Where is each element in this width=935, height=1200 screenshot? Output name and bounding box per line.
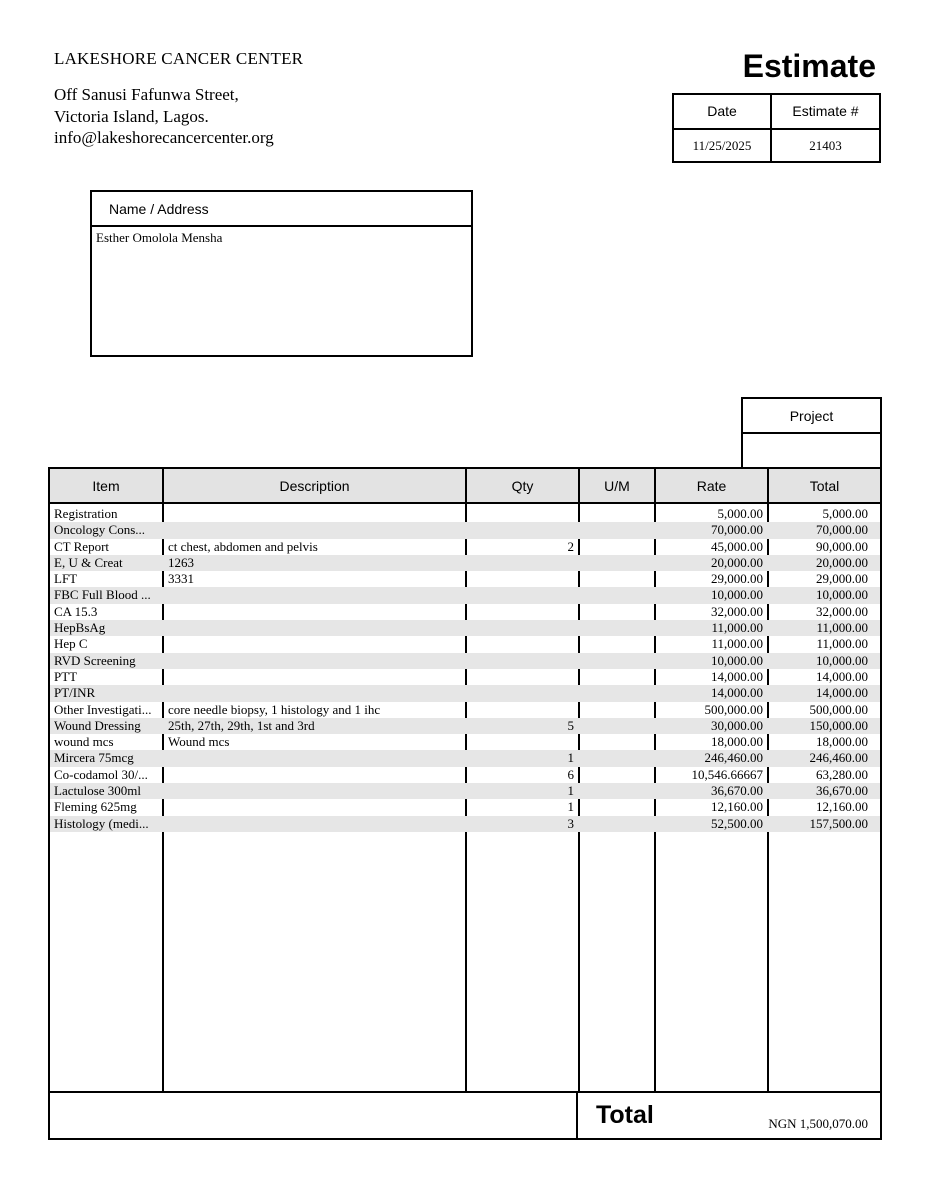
date-value: 11/25/2025 [692,138,752,153]
cell-total: 11,000.00 [816,636,868,652]
cell-total: 150,000.00 [809,717,868,733]
cell-rate: 18,000.00 [711,734,763,750]
cell-item: LFT [54,571,78,587]
cell-qty: 2 [567,538,574,554]
cell-total: 12,160.00 [816,799,868,815]
name-address-box [90,190,473,357]
cell-rate: 32,000.00 [711,603,763,619]
cell-item: Fleming 625mg [54,799,137,815]
cell-qty: 6 [567,766,574,782]
cell-item: PT/INR [54,685,96,701]
cell-rate: 10,546.66667 [691,766,763,782]
cell-item: HepBsAg [54,620,106,636]
cell-item: Hep C [54,636,88,652]
cell-rate: 10,000.00 [711,587,763,603]
cell-rate: 36,670.00 [711,783,763,799]
company-address-line1: Off Sanusi Fafunwa Street, [54,85,239,104]
header-um: U/M [604,478,630,494]
table-row [50,587,880,603]
cell-item: Wound Dressing [54,717,141,733]
cell-rate: 500,000.00 [704,701,763,717]
company-name: LAKESHORE CANCER CENTER [54,49,304,68]
cell-item: Co-codamol 30/... [54,766,148,782]
table-row [50,816,880,832]
document-title: Estimate [742,48,876,84]
table-row [50,604,880,620]
table-row [50,506,880,522]
cell-rate: 12,160.00 [711,799,763,815]
table-row [50,750,880,766]
table-row [50,522,880,538]
cell-rate: 70,000.00 [711,522,763,538]
header-total: Total [809,478,840,494]
table-row [50,620,880,636]
cell-item: Oncology Cons... [54,522,145,538]
table-row [50,539,880,555]
cell-qty: 1 [567,750,574,766]
cell-total: 32,000.00 [816,603,868,619]
cell-item: Registration [54,506,118,521]
header-description: Description [279,478,350,494]
cell-rate: 52,500.00 [711,815,763,831]
cell-item: CT Report [54,538,110,554]
cell-rate: 20,000.00 [711,554,763,570]
table-row [50,799,880,815]
cell-rate: 246,460.00 [704,750,763,766]
table-row [50,571,880,587]
cell-total: 63,280.00 [816,766,868,782]
estimate-meta-box [672,93,881,163]
total-value: NGN 1,500,070.00 [768,1116,868,1131]
table-row [50,555,880,571]
customer-name: Esther Omolola Mensha [96,230,223,245]
cell-item: CA 15.3 [54,603,98,619]
cell-qty: 1 [567,783,574,799]
cell-item: wound mcs [54,734,114,750]
cell-item: Lactulose 300ml [54,783,142,799]
company-email: info@lakeshorecancercenter.org [54,128,274,147]
line-items-table [48,467,882,1140]
table-row [50,636,880,652]
cell-description: 1263 [168,554,194,570]
cell-item: RVD Screening [54,652,136,668]
project-box [741,397,882,469]
cell-total: 11,000.00 [816,620,868,636]
cell-item: PTT [54,668,78,684]
table-body [50,506,880,832]
cell-rate: 14,000.00 [711,685,763,701]
cell-total: 500,000.00 [809,701,868,717]
header-item: Item [92,478,120,494]
table-row [50,718,880,734]
cell-total: 5,000.00 [822,506,868,521]
cell-item: Histology (medi... [54,815,149,831]
cell-rate: 10,000.00 [711,652,763,668]
cell-description: core needle biopsy, 1 histology and 1 ihc [168,701,381,717]
cell-total: 29,000.00 [816,571,868,587]
cell-item: Mircera 75mcg [54,750,134,766]
cell-item: Other Investigati... [54,701,152,717]
cell-total: 14,000.00 [816,685,868,701]
table-row [50,783,880,799]
header-rate: Rate [696,478,727,494]
cell-rate: 30,000.00 [711,717,763,733]
cell-rate: 5,000.00 [717,506,763,521]
table-row [50,702,880,718]
cell-total: 10,000.00 [816,652,868,668]
total-label: Total [596,1101,654,1129]
table-row [50,734,880,750]
table-row [50,685,880,701]
table-row [50,767,880,783]
date-label: Date [707,103,737,119]
cell-total: 14,000.00 [816,668,868,684]
estimate-number-label: Estimate # [792,103,859,119]
cell-qty: 3 [567,815,574,831]
cell-total: 18,000.00 [816,734,868,750]
cell-total: 90,000.00 [816,538,868,554]
cell-total: 70,000.00 [816,522,868,538]
cell-rate: 14,000.00 [711,668,763,684]
cell-total: 246,460.00 [809,750,868,766]
cell-total: 10,000.00 [816,587,868,603]
estimate-number-value: 21403 [809,138,842,153]
header-qty: Qty [511,478,534,494]
cell-rate: 29,000.00 [711,571,763,587]
cell-description: Wound mcs [168,734,230,750]
cell-item: FBC Full Blood ... [54,587,151,603]
cell-total: 20,000.00 [816,554,868,570]
cell-rate: 11,000.00 [711,636,763,652]
project-label: Project [789,408,834,424]
cell-rate: 45,000.00 [711,538,763,554]
cell-qty: 1 [567,799,574,815]
table-row [50,653,880,669]
cell-description: 3331 [168,571,194,587]
name-address-label: Name / Address [109,201,209,217]
cell-description: ct chest, abdomen and pelvis [168,538,318,554]
cell-description: 25th, 27th, 29th, 1st and 3rd [168,717,315,733]
cell-rate: 11,000.00 [711,620,763,636]
company-address-line2: Victoria Island, Lagos. [54,107,209,126]
cell-total: 36,670.00 [816,783,868,799]
cell-item: E, U & Creat [54,554,123,570]
table-row [50,669,880,685]
cell-total: 157,500.00 [809,815,868,831]
cell-qty: 5 [567,717,574,733]
